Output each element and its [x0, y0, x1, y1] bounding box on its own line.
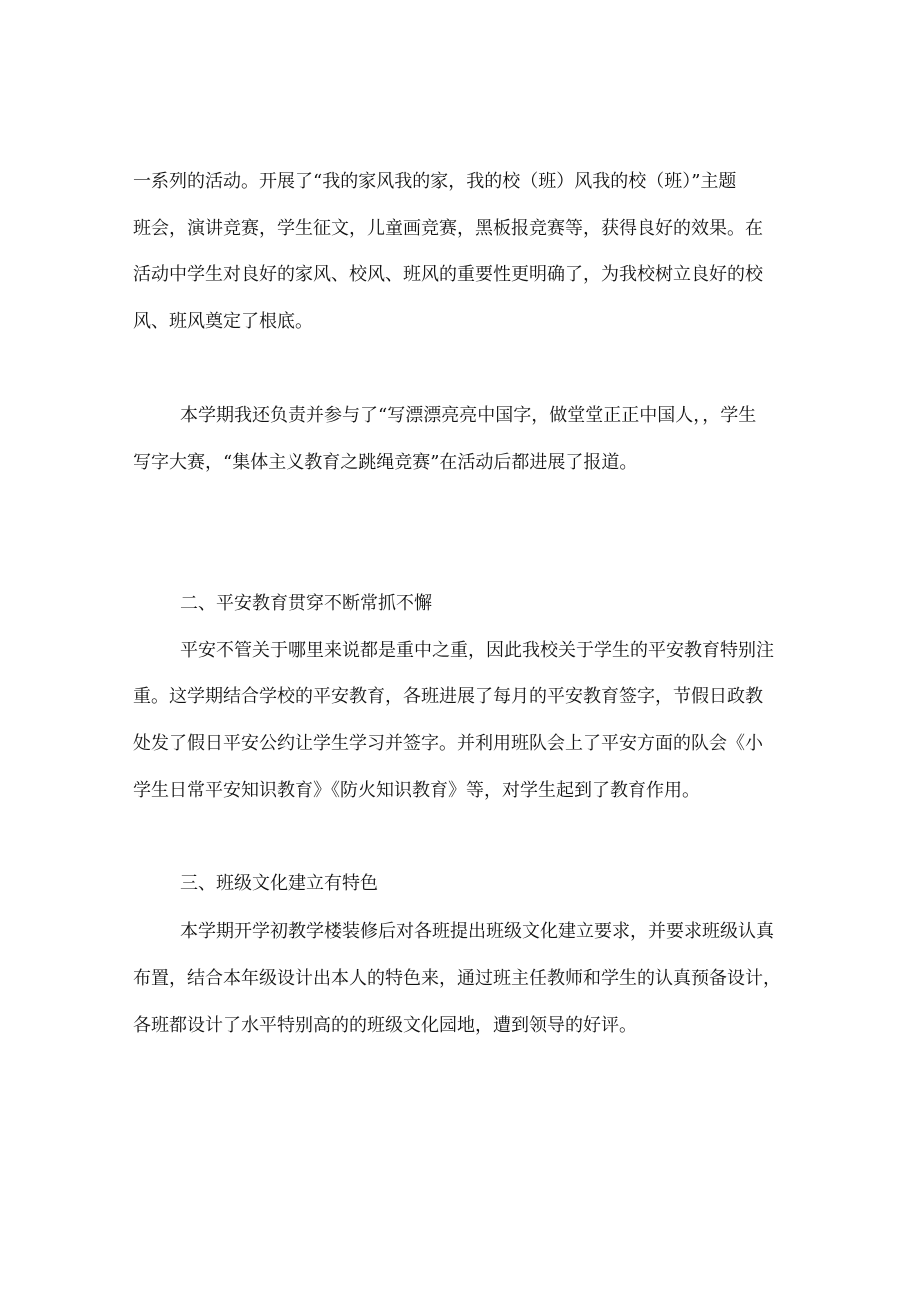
- paragraph-line: 写字大赛，“集体主义教育之跳绳竞赛”在活动后都进展了报道。: [133, 452, 638, 473]
- paragraph-line: 本学期我还负责并参与了“写漂漂亮亮中国字，做堂堂正正中国人，，学生: [180, 405, 757, 426]
- paragraph-line: 班会，演讲竞赛，学生征文，儿童画竞赛，黑板报竞赛等，获得良好的效果。在: [133, 218, 763, 239]
- paragraph-line: 学生日常平安知识教育》《防火知识教育》等，对学生起到了教育作用。: [133, 780, 700, 801]
- paragraph-line: 重。这学期结合学校的平安教育，各班进展了每月的平安教育签字，节假日政教: [133, 686, 763, 707]
- paragraph-line: 平安不管关于哪里来说都是重中之重，因此我校关于学生的平安教育特别注: [180, 640, 774, 661]
- paragraph-line: 布置，结合本年级设计出本人的特色来，通过班主任教师和学生的认真预备设计，: [133, 968, 781, 989]
- paragraph-line: 一系列的活动。开展了“我的家风我的家，我的校（班）风我的校（班）”主题: [133, 171, 737, 192]
- paragraph-line: 活动中学生对良好的家风、校风、班风的重要性更明确了，为我校树立良好的校: [133, 264, 763, 285]
- paragraph-line: 风、班风奠定了根底。: [133, 311, 313, 332]
- paragraph-line: 处发了假日平安公约让学生学习并签字。并利用班队会上了平安方面的队会《小: [133, 733, 763, 754]
- section-heading: 三、班级文化建立有特色: [180, 873, 378, 894]
- paragraph-line: 本学期开学初教学楼装修后对各班提出班级文化建立要求，并要求班级认真: [180, 921, 774, 942]
- paragraph-line: 各班都设计了水平特别高的的班级文化园地，遭到领导的好评。: [133, 1015, 637, 1036]
- section-heading: 二、平安教育贯穿不断常抓不懈: [180, 593, 432, 614]
